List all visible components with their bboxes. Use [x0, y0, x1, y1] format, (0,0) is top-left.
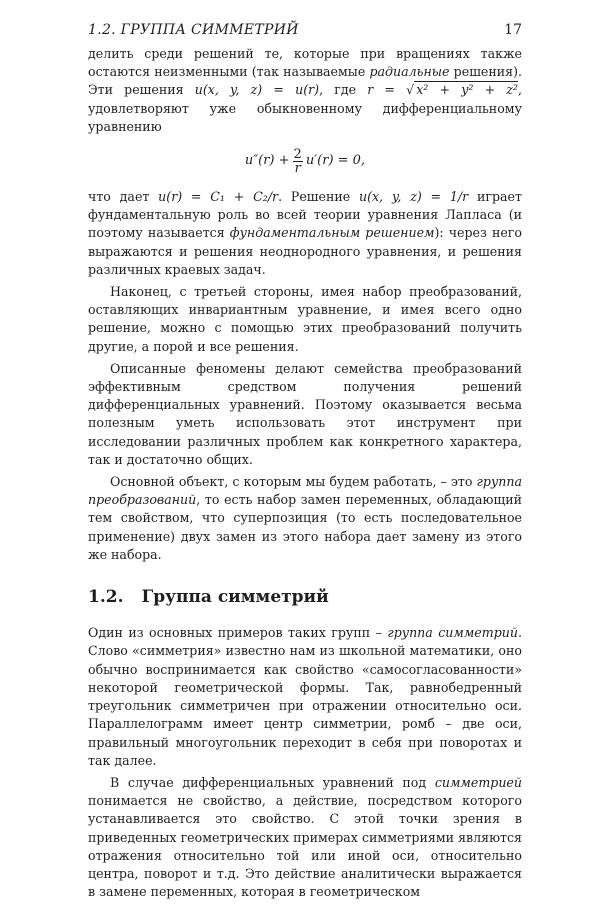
ode-equation	[88, 140, 522, 182]
equation-rhs: u′(r) = 0,	[305, 152, 366, 168]
formula-general-solution: u(r) = C₁ + C₂/r	[158, 189, 279, 205]
section-heading	[88, 588, 522, 606]
section-title: Группа симметрий	[141, 587, 329, 608]
section-number: 1.2.	[88, 587, 124, 608]
running-header	[88, 22, 522, 40]
formula-one-over-r: u(x, y, z) = 1/r	[359, 189, 469, 205]
formula-r-root: r = √ x² + y² + z²	[367, 82, 518, 98]
equation-fraction	[292, 148, 304, 175]
fraction-numerator: 2	[293, 146, 302, 162]
paragraph-group-definition: Основной объект, с которым мы будем работать, – это группа преобразований, то есть набор замен переменных, обладающий тем свойством, что суперпозиция (то есть последовательное применение) двух замен из этого набора дает замену из этого же набора.	[88, 474, 522, 562]
paragraph-phenomena: Описанные феномены делают семейства преобразований эффективным средством получения решений дифференциальных уравнений. Поэтому оказывается весьма полезным уметь использовать этот инструмент при исследовании различных проблем как конкретного характера, так и достаточно общих.	[88, 360, 522, 467]
term-fundamental-solution: фундаментальным решением	[229, 225, 435, 241]
term-symmetry-group: группа симметрий	[387, 625, 518, 641]
equation-lhs: u″(r) +	[244, 152, 290, 168]
term-transformation-group: группа преобразований	[88, 474, 522, 508]
formula-u-of-r: u(x, y, z) = u(r)	[194, 82, 320, 98]
term-symmetry: симметрией	[434, 774, 522, 790]
fraction-denominator: r	[294, 160, 301, 176]
paragraph-fundamental-solution: что дает u(r) = C₁ + C₂/r. Решение u(x, y, z) = 1/r играет фундаментальную роль во всей теории уравнения Лапласа (и поэтому называется фундаментальным решением): через него выражаются и решения неоднородного уравнения, и решения различных краевых задач.	[88, 189, 522, 277]
page-body	[88, 45, 522, 905]
paragraph-transformations: Наконец, с третьей стороны, имея набор преобразований, оставляющих инвариантным уравнение, и имея всего одно решение, можно с помощью этих преобразований получить другие, а порой и все решения.	[88, 284, 522, 354]
paragraph-radial-solutions: делить среди решений те, которые при вращениях также остаются неизменными (так называемые радиальные решения). Эти решения u(x, y, z) = u(r), где r = √ x² + y² + z², удовлетворяют уже обыкновенному дифференциальному уравнению	[88, 46, 523, 134]
paragraph-symmetry-action: В случае дифференциальных уравнений под симметрией понимается не свойство, а действие, посредством которого устанавливается это свойство. С этой точки зрения в приведенных геометрических примерах симметриями являются отражения относительно той или иной оси, относительно центра, поворот и т.д. Это действие аналитически выражается в замене переменных, которая в геометрическом	[88, 774, 522, 900]
running-header-title: 1.2. ГРУППА СИММЕТРИЙ	[88, 22, 299, 38]
term-radial: радиальные	[369, 64, 450, 80]
paragraph-symmetry-group: Один из основных примеров таких групп – группа симметрий. Слово «симметрия» известно нам из школьной математики, оно обычно воспринимается как свойство «самосогласованности» некоторой геометрической формы. Так, равнобедренный треугольник симметричен при отражении относительно оси. Параллелограмм имеет центр симметрии, ромб – две оси, правильный многоугольник переходит в себя при поворотах и так далее.	[88, 625, 522, 768]
page-number: 17	[504, 22, 522, 38]
